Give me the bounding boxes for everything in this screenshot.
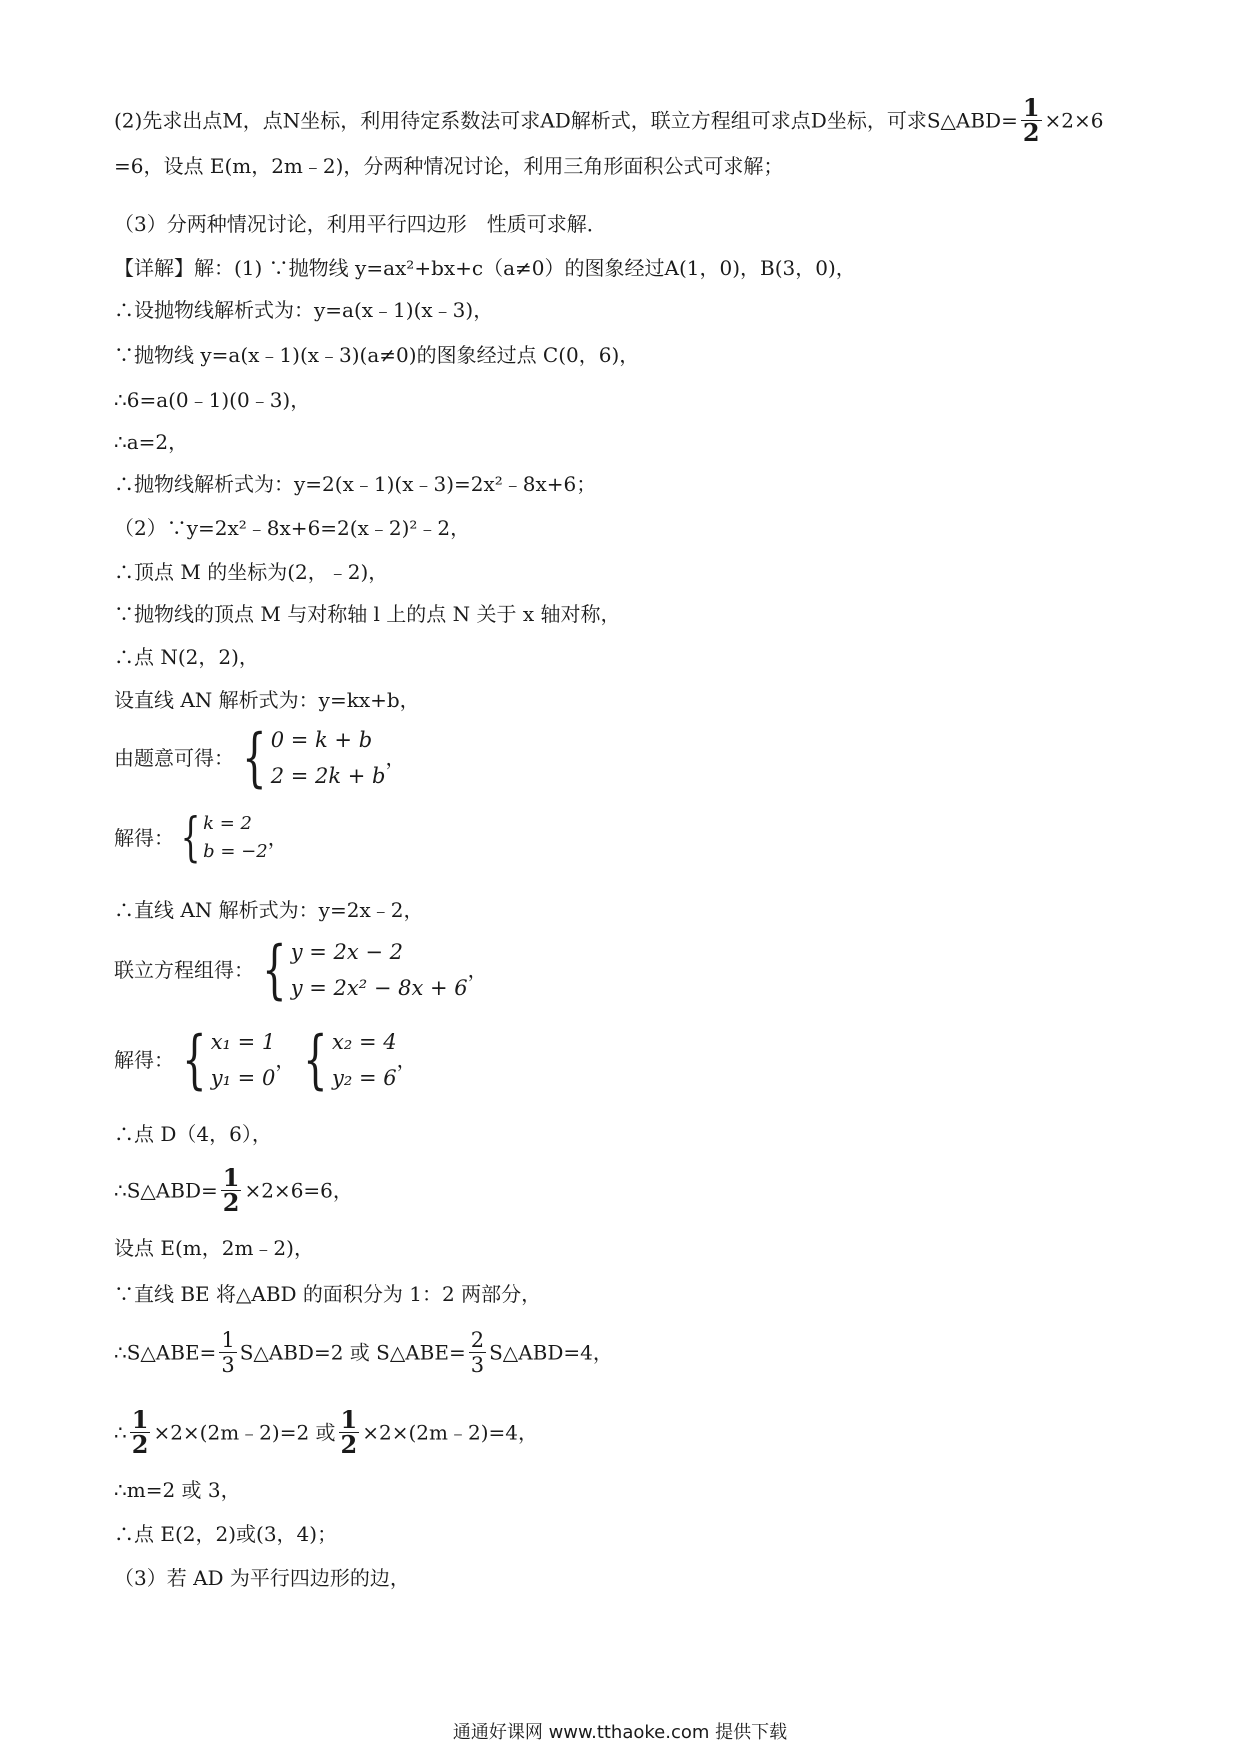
equation-system: { x₂ = 4 y₂ = 6 ，: [303, 1023, 417, 1097]
label: 由题意可得：: [114, 746, 234, 770]
equation-system: { y = 2x − 2 y = 2x² − 8x + 6 ，: [262, 933, 488, 1007]
line-1: [114, 93, 1104, 147]
fraction-half: $\frac{1}{2}$: [131, 1405, 149, 1459]
line-10: （2）∵y=2x²﹣8x+6=2(x﹣2)²﹣2，: [114, 516, 471, 540]
label: 解得：: [114, 826, 174, 850]
line-4: 【详解】解：(1) ∵抛物线 y=ax²+bx+c（a≠0）的图象经过A(1，0)，B(3，0)，: [114, 256, 856, 280]
line-20: ∴点 D（4，6），: [114, 1122, 272, 1146]
line-14: 设直线 AN 解析式为：y=kx+b，: [114, 688, 420, 712]
fraction-half: $\frac{1}{2}$: [222, 1163, 240, 1217]
line-2: =6，设点 E(m，2m﹣2)，分两种情况讨论，利用三角形面积公式可求解；: [114, 154, 784, 178]
line-26: ∴m=2 或 3，: [114, 1478, 241, 1502]
line-15: [114, 722, 406, 794]
line-11: ∴顶点 M 的坐标为(2，﹣2)，: [114, 560, 389, 584]
line-22: 设点 E(m，2m﹣2)，: [114, 1236, 314, 1260]
line-5: ∴设抛物线解析式为：y=a(x﹣1)(x﹣3)，: [114, 298, 494, 322]
line-27: ∴点 E(2，2)或(3，4)；: [114, 1522, 338, 1546]
fraction-third: $\frac{1}{3}$: [221, 1328, 235, 1377]
line-9: ∴抛物线解析式为：y=2(x﹣1)(x﹣3)=2x²﹣8x+6；: [114, 472, 597, 496]
equation-system: { 0 = k + b 2 = 2k + b ，: [242, 721, 406, 795]
line-23: ∵直线 BE 将△ABD 的面积分为 1：2 两部分，: [114, 1282, 542, 1306]
line-6: ∵抛物线 y=a(x﹣1)(x﹣3)(a≠0)的图象经过点 C(0，6)，: [114, 343, 640, 367]
line-8: ∴a=2，: [114, 430, 189, 454]
line-3: （3）分两种情况讨论，利用平行四边形 性质可求解．: [114, 212, 607, 236]
line-18: [114, 934, 488, 1006]
label: 解得：: [114, 1048, 174, 1072]
line-19: [114, 1024, 417, 1096]
text: (2)先求出点M，点N坐标，利用待定系数法可求AD解析式，联立方程组可求点D坐标，可求S△ABD=: [114, 108, 1018, 133]
line-24: ∴S△ABE= $\frac{1}{3}$ S△ABD=2 或 S△ABE= $\frac{2}{3}$ S△ABD=4，: [114, 1328, 613, 1377]
line-16: [114, 810, 288, 866]
brace-icon: {: [180, 808, 201, 868]
equation-system: { k = 2 b = −2 ，: [180, 808, 288, 868]
brace-icon: {: [303, 1023, 328, 1097]
equation-system: { x₁ = 1 y₁ = 0 ，: [182, 1023, 296, 1097]
page-footer: 通通好课网 www.tthaoke.com 提供下载: [452, 1722, 788, 1743]
line-12: ∵抛物线的顶点 M 与对称轴 l 上的点 N 关于 x 轴对称，: [114, 602, 621, 626]
line-28: （3）若 AD 为平行四边形的边，: [114, 1566, 410, 1590]
text: ×2×6: [1044, 108, 1104, 133]
line-17: ∴直线 AN 解析式为：y=2x﹣2，: [114, 898, 424, 922]
fraction-half: $\frac{1}{2}$: [1022, 93, 1040, 147]
line-7: ∴6=a(0﹣1)(0﹣3)，: [114, 388, 311, 412]
brace-icon: {: [242, 721, 267, 795]
line-25: ∴ $\frac{1}{2}$ ×2×(2m﹣2)=2 或 $\frac{1}{2}$ ×2×(2m﹣2)=4，: [114, 1405, 538, 1459]
line-21: ∴S△ABD= $\frac{1}{2}$ ×2×6=6，: [114, 1163, 353, 1217]
line-13: ∴点 N(2，2)，: [114, 645, 259, 669]
fraction-half: $\frac{1}{2}$: [340, 1405, 358, 1459]
brace-icon: {: [182, 1023, 207, 1097]
label: 联立方程组得：: [114, 958, 254, 982]
fraction-two-thirds: $\frac{2}{3}$: [470, 1328, 485, 1377]
brace-icon: {: [262, 933, 287, 1007]
